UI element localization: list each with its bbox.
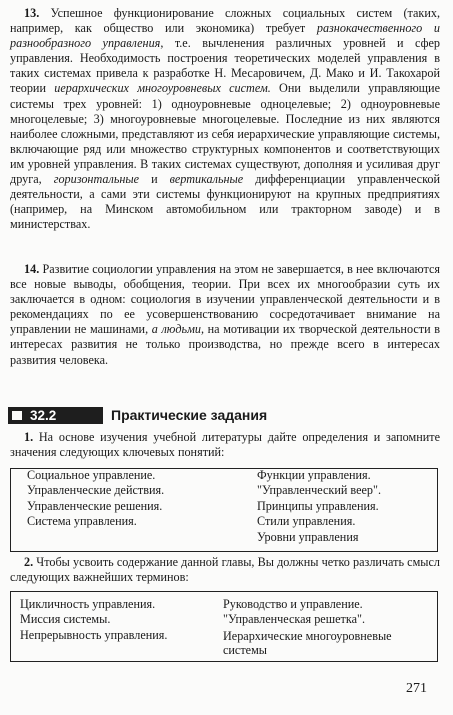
concept-item: Управленческие решения.	[27, 499, 163, 513]
section-heading	[8, 405, 442, 427]
concept-item: Социальное управление.	[27, 468, 156, 482]
text: на мотивации их творческой деятельности в интересах развития не только производства, но прежде всего в интересах развития человека.	[10, 322, 440, 367]
concept-item: Управленческие действия.	[27, 483, 165, 497]
term-item: Иерархические многоуровневые системы	[223, 629, 392, 657]
term-item: Руководство и управление.	[223, 597, 363, 611]
text: Успешное функционирование сложных социальных систем (таких, например, как общество или экономика) требует	[10, 6, 440, 36]
concept-item: Стили управления.	[257, 514, 356, 528]
paragraph-number: 13.	[24, 6, 40, 20]
task-2-text	[10, 555, 440, 585]
concept-item: Уровни управления	[257, 530, 359, 544]
italic-text: горизонтальные	[53, 172, 140, 187]
paragraph-13	[10, 6, 440, 232]
concept-item: Система управления.	[27, 514, 137, 528]
section-badge	[8, 407, 103, 424]
terms-box	[10, 591, 438, 662]
concept-item: Функции управления.	[257, 468, 371, 482]
italic-text: разнокачественного и разнообразного управления	[10, 21, 441, 51]
concept-item: Принципы управления.	[257, 499, 379, 513]
text: Чтобы усвоить содержание данной главы, Вы должны четко различать смысл следующих важнейших терминов:	[10, 555, 440, 585]
paragraph-number: 14.	[24, 262, 40, 276]
text: Развитие социологии управления на этом не завершается, в нее включаются все новые выводы, обобщения, теории. При всех их многообразии суть их заключается в одном: социология в изучении управленческой деятельности и в рекомендациях по ее усовершенствованию сосредотачивает внимание на управлении не машинами,	[10, 262, 440, 337]
term-item: Непрерывность управления.	[20, 628, 168, 642]
term-item: Миссия системы.	[20, 612, 111, 626]
text: дифференциации управленческой деятельности, а сами эти системы функционируют на крупных предприятиях (например, на Минском автомобильном или тракторном заводе) и в министерствах.	[10, 172, 440, 232]
task-number: 2.	[24, 555, 34, 569]
italic-text: иерархических многоуровневых систем.	[54, 81, 271, 96]
concept-item: "Управленческий веер".	[257, 483, 382, 497]
page-number: 271	[406, 681, 427, 696]
task-1-text	[10, 430, 440, 460]
task-number: 1.	[24, 430, 34, 444]
italic-text: а людьми,	[151, 322, 205, 337]
term-item: Цикличность управления.	[20, 597, 156, 611]
text: , т.е. вычленения различных уровней и сфер управления. Необходимость построения теоретических моделей управления в таких системах привела к разработке Н. Месаровичем, Д. Мако и И. Такохарой теории	[10, 36, 440, 96]
italic-text: вертикальные	[169, 172, 244, 187]
section-title: Практические задания	[111, 407, 268, 423]
badge-square-icon	[12, 411, 22, 420]
section-number: 32.2	[30, 408, 57, 423]
paragraph-14	[10, 262, 440, 368]
text: и	[139, 172, 170, 187]
text: Они выделили управляющие системы трех уровней: 1) одноуровневые одноцелевые; 2) одноуровневые многоцелевые; 3) многоуровневые многоцелевые. Последние из них являются наиболее сложными, представляют из себя иерархические управляющие системы, включающие ряд или множество структурных компонентов и соответствующих им уровней управления. В таких системах существуют, дополняя и усиливая друг друга,	[10, 81, 440, 187]
key-concepts-box	[10, 468, 438, 552]
term-item: "Управленческая решетка".	[223, 612, 366, 626]
text: На основе изучения учебной литературы дайте определения и запомните значения следующих ключевых понятий:	[10, 430, 440, 460]
